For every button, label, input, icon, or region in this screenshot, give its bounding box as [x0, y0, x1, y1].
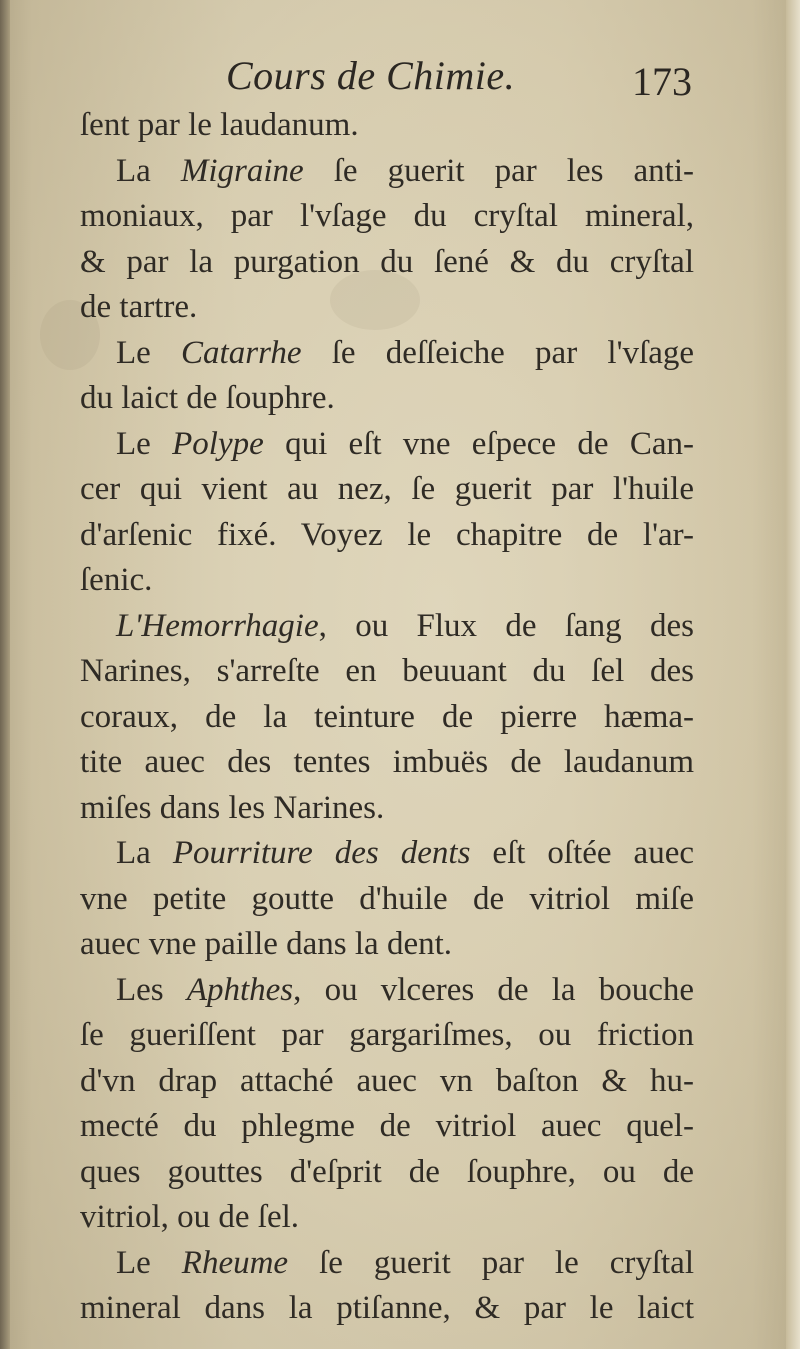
body-text: [80, 103, 780, 1332]
page-edge: [786, 0, 800, 1349]
text-line: d'arſenic fixé. Voyez le chapitre de l'ar-: [80, 516, 694, 553]
text-line: tite auec des tentes imbuës de laudanum: [80, 744, 694, 780]
text-line: L'Hemorrhagie, ou Flux de ſang des: [116, 607, 694, 644]
text-line: auec vne paille dans la dent.: [80, 926, 453, 962]
text-line: Narines, s'arreſte en beuuant du ſel des: [80, 653, 694, 689]
text-line: d'vn drap attaché auec vn baſton & hu-: [80, 1062, 694, 1099]
text-line: mecté du phlegme de vitriol auec quel-: [80, 1108, 694, 1144]
text-line: Le Rheume ſe guerit par le cryſtal: [116, 1244, 694, 1281]
text-line: ſent par le laudanum.: [80, 107, 359, 143]
text-line: La Migraine ſe guerit par les anti-: [116, 152, 694, 189]
page-number: 173: [632, 59, 692, 104]
page-gutter-shadow: [0, 0, 10, 1349]
text-line: vitriol, ou de ſel.: [80, 1199, 300, 1235]
text-line: de tartre.: [80, 289, 198, 325]
text-line: miſes dans les Narines.: [80, 789, 385, 826]
text-line: Le Polype qui eſt vne eſpece de Can-: [116, 425, 694, 462]
text-line: La Pourriture des dents eſt oſtée auec: [116, 835, 694, 871]
text-line: coraux, de la teinture de pierre hæma-: [80, 698, 694, 735]
text-line: Les Aphthes, ou vlceres de la bouche: [116, 971, 694, 1008]
text-line: ques gouttes d'eſprit de ſouphre, ou de: [80, 1153, 694, 1190]
text-line: mineral dans la ptiſanne, & par le laict: [80, 1290, 694, 1326]
text-line: cer qui vient au nez, ſe guerit par l'huile: [80, 471, 694, 507]
running-head: Cours de Chimie.: [226, 53, 516, 98]
text-line: moniaux, par l'vſage du cryſtal mineral,: [80, 198, 694, 234]
text-line: Le Catarrhe ſe deſſeiche par l'vſage: [116, 334, 694, 371]
text-line: & par la purgation du ſené & du cryſtal: [80, 243, 694, 280]
text-line: du laict de ſouphre.: [80, 380, 335, 416]
text-line: ſenic.: [80, 562, 153, 598]
text-line: ſe gueriſſent par gargariſmes, ou friction: [80, 1017, 694, 1053]
page-header: [0, 48, 800, 108]
text-line: vne petite goutte d'huile de vitriol miſe: [80, 880, 694, 917]
